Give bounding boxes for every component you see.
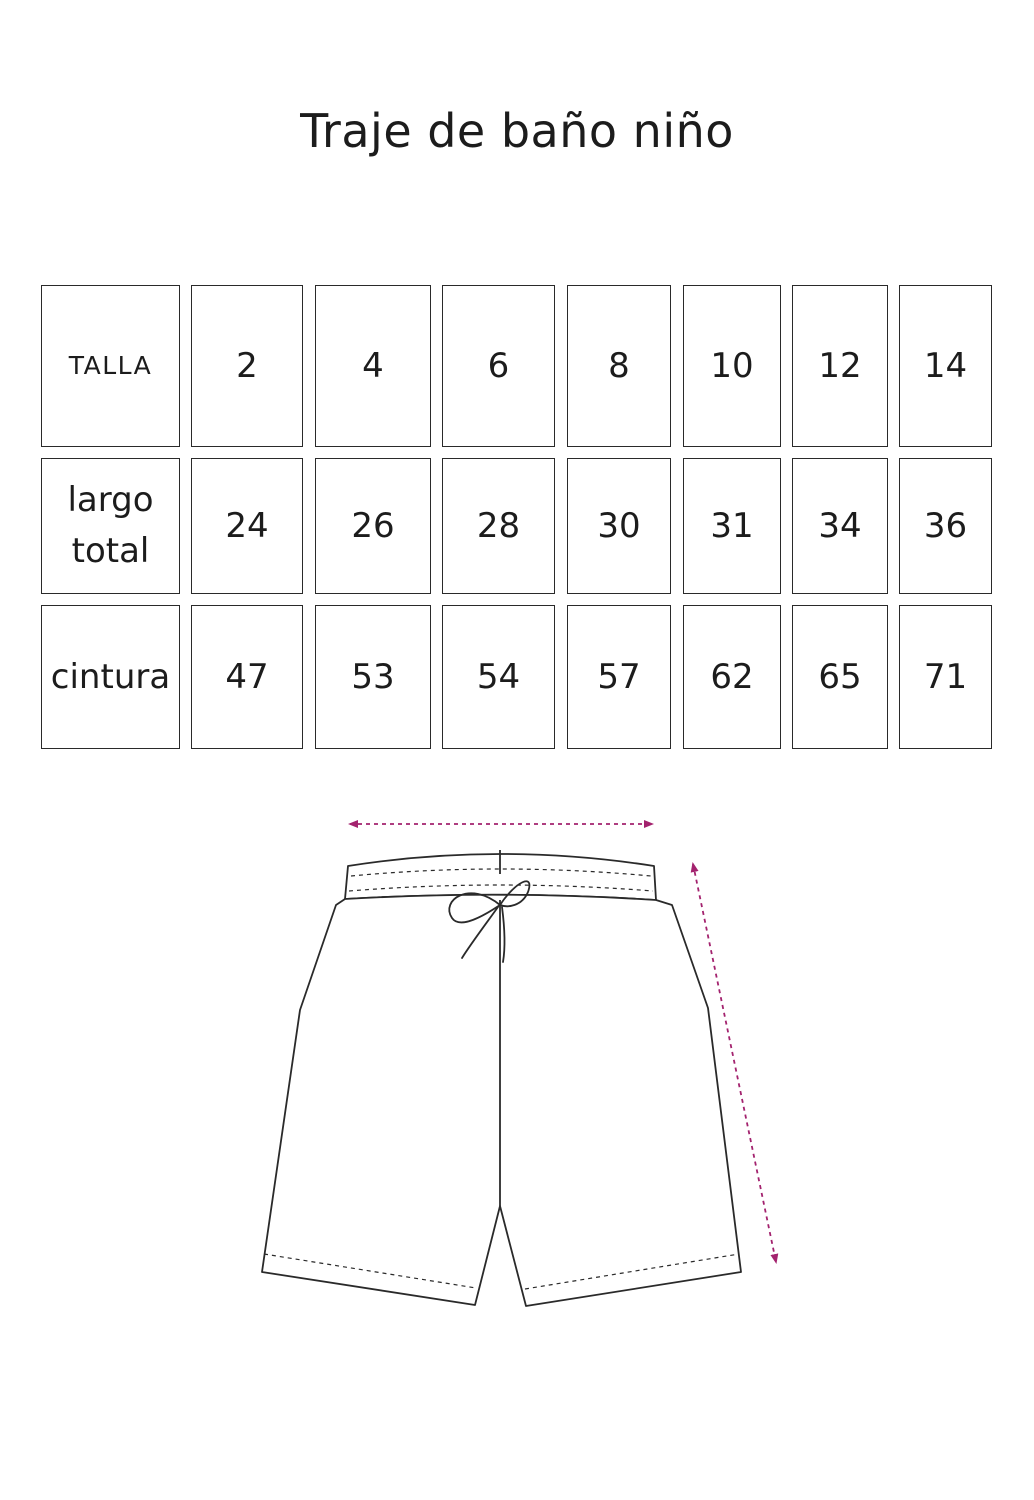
value-cell-text: 26 — [351, 505, 395, 546]
value-cell-text: 24 — [225, 505, 269, 546]
value-cell — [792, 605, 888, 749]
size-cell — [899, 285, 992, 447]
size-cell-text: 12 — [818, 345, 862, 386]
value-cell — [683, 458, 781, 594]
value-cell-text: 30 — [597, 505, 641, 546]
shorts-outline — [262, 850, 741, 1306]
value-cell — [683, 605, 781, 749]
shorts-diagram — [0, 780, 1034, 1340]
size-cell — [315, 285, 431, 447]
row-label-1 — [41, 605, 180, 749]
value-cell-text: 28 — [476, 505, 521, 546]
value-cell-text: 65 — [818, 656, 862, 697]
size-cell — [442, 285, 555, 447]
value-cell-text: 53 — [351, 656, 395, 697]
size-cell-text: 2 — [236, 345, 258, 386]
value-cell-text: 57 — [597, 656, 641, 697]
size-cell-text: 4 — [362, 345, 384, 386]
value-cell — [792, 458, 888, 594]
value-cell — [191, 605, 303, 749]
value-cell — [442, 458, 555, 594]
value-cell — [899, 458, 992, 594]
size-cell — [792, 285, 888, 447]
value-cell-text: 54 — [476, 656, 521, 697]
size-cell — [191, 285, 303, 447]
value-cell-text: 36 — [923, 505, 968, 546]
page-title: Traje de baño niño — [300, 104, 734, 158]
value-cell — [567, 605, 671, 749]
value-cell — [899, 605, 992, 749]
row-label-0-text: largo total — [67, 480, 154, 571]
size-cell — [683, 285, 781, 447]
header-label — [41, 285, 180, 447]
value-cell — [567, 458, 671, 594]
size-cell-text: 8 — [608, 345, 630, 386]
value-cell-text: 47 — [225, 656, 269, 697]
value-cell-text: 62 — [710, 656, 754, 697]
row-label-1-text: cintura — [50, 656, 171, 697]
value-cell — [315, 605, 431, 749]
size-cell-text: 6 — [487, 345, 510, 386]
value-cell-text: 71 — [923, 656, 968, 697]
value-cell — [442, 605, 555, 749]
size-cell-text: 10 — [710, 345, 754, 386]
value-cell — [315, 458, 431, 594]
header-label-text: TALLA — [68, 351, 153, 381]
value-cell-text: 34 — [818, 505, 862, 546]
size-cell-text: 14 — [923, 345, 968, 386]
size-cell — [567, 285, 671, 447]
row-label-0 — [41, 458, 180, 594]
value-cell-text: 31 — [710, 505, 754, 546]
value-cell — [191, 458, 303, 594]
